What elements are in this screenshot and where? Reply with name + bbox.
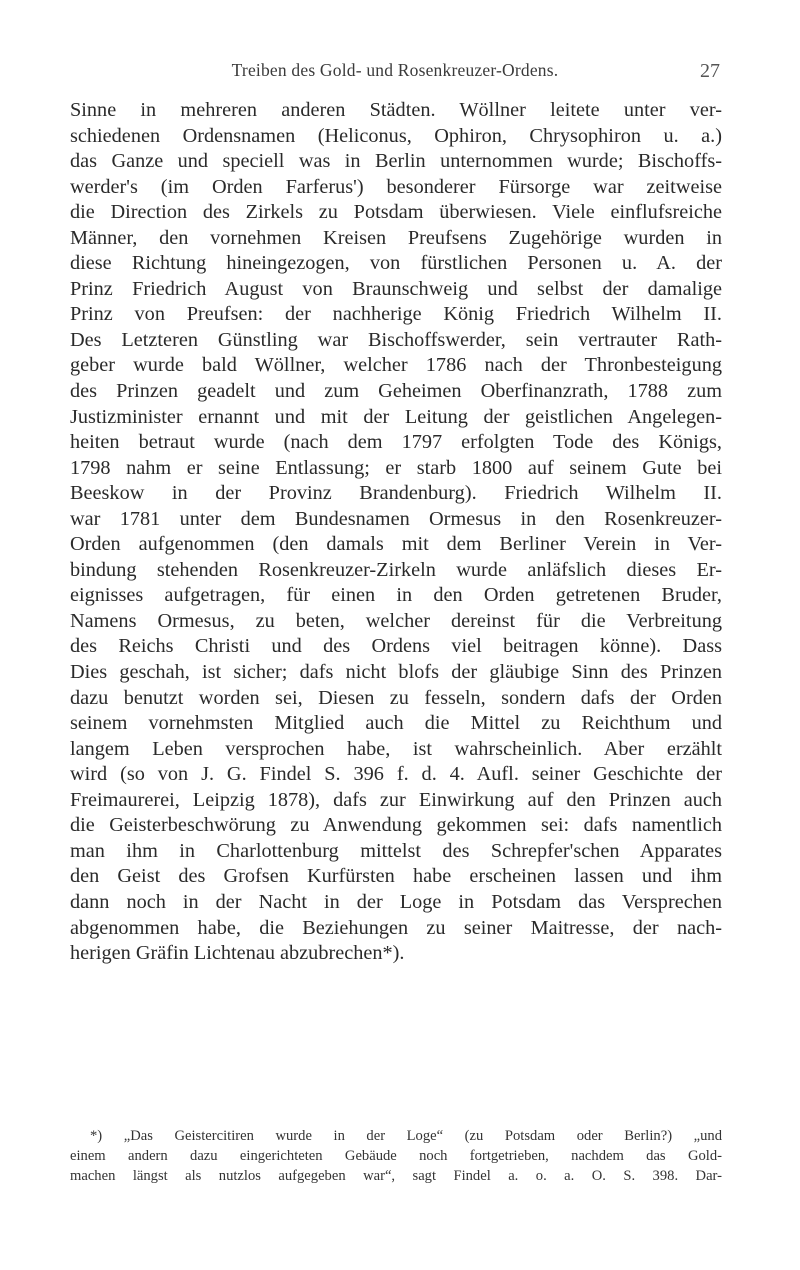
footnote-line: *) „Das Geistercitiren wurde in der Loge“ (zu Potsdam oder Berlin?) „und [90,1128,722,1144]
running-title: Treiben des Gold- und Rosenkreuzer-Ordens. [231,60,559,80]
body-text-line: werder's (im Orden Farferus') besonderer Fürsorge war zeitweise [70,175,722,198]
body-text-line: die Direction des Zirkels zu Potsdam überwiesen. Viele einflufsreiche [70,201,722,224]
body-text-line: das Ganze und speciell was in Berlin unternommen wurde; Bischoffs- [70,150,722,173]
body-text-line: dann noch in der Nacht in der Loge in Potsdam das Versprechen [70,890,722,913]
body-text-line: diese Richtung hineingezogen, von fürstlichen Personen u. A. der [70,252,722,275]
body-text-line: 1798 nahm er seine Entlassung; er starb 1800 auf seinem Gute bei [70,456,722,479]
body-text-line: die Geisterbeschwörung zu Anwendung gekommen sei: dafs namentlich [70,814,722,837]
body-text-line: Sinne in mehreren anderen Städten. Wöllner leitete unter ver- [70,99,722,121]
body-text-line: man ihm in Charlottenburg mittelst des Schrepfer'schen Apparates [70,839,722,862]
footnote-line: einem andern dazu eingerichteten Gebäude noch fortgetrieben, nachdem das Gold- [70,1148,722,1164]
body-text [70,98,722,967]
body-text-line: des Reichs Christi und des Ordens viel beitragen könne). Dass [70,635,722,658]
body-text-line: seinem vornehmsten Mitglied auch die Mittel zu Reichthum und [70,712,722,735]
running-header [70,60,720,90]
body-text-line: eignisses aufgetragen, für einen in den Orden getretenen Bruder, [70,584,722,607]
body-text-line: Beeskow in der Provinz Brandenburg). Friedrich Wilhelm II. [70,482,722,505]
body-text-line: des Prinzen geadelt und zum Geheimen Oberfinanzrath, 1788 zum [70,380,722,403]
body-text-line: Dies geschah, ist sicher; dafs nicht blofs der gläubige Sinn des Prinzen [70,661,722,684]
body-text-line: wird (so von J. G. Findel S. 396 f. d. 4. Aufl. seiner Geschichte der [70,763,722,786]
body-text-line: heiten betraut wurde (nach dem 1797 erfolgten Tode des Königs, [70,431,722,454]
body-text-line: herigen Gräfin Lichtenau abzubrechen*). [70,942,405,965]
body-text-line: Justizminister ernannt und mit der Leitung der geistlichen Angelegen- [70,405,722,428]
body-text-line: Des Letzteren Günstling war Bischoffswerder, sein vertrauter Rath- [70,328,722,351]
body-text-line: den Geist des Grofsen Kurfürsten habe erscheinen lassen und ihm [70,865,722,888]
body-text-line: war 1781 unter dem Bundesnamen Ormesus in den Rosenkreuzer- [70,507,722,530]
footnote-line: machen längst als nutzlos aufgegeben war“, sagt Findel a. o. a. O. S. 398. Dar- [70,1168,722,1184]
body-text-line: Orden aufgenommen (den damals mit dem Berliner Verein in Ver- [70,533,722,556]
body-text-line: abgenommen habe, die Beziehungen zu seiner Maitresse, der nach- [70,916,722,939]
body-text-line: schiedenen Ordensnamen (Heliconus, Ophiron, Chrysophiron u. a.) [70,124,722,147]
body-text-line: Freimaurerei, Leipzig 1878), dafs zur Einwirkung auf den Prinzen auch [70,788,722,811]
body-text-line: Prinz Friedrich August von Braunschweig und selbst der damalige [70,277,722,300]
body-text-line: langem Leben versprochen habe, ist wahrscheinlich. Aber erzählt [70,737,722,760]
body-text-line: bindung stehenden Rosenkreuzer-Zirkeln wurde anläfslich dieses Er- [70,558,722,581]
body-text-line: Prinz von Preufsen: der nachherige König Friedrich Wilhelm II. [70,303,722,326]
body-text-line: Namens Ormesus, zu beten, welcher dereinst für die Verbreitung [70,609,722,632]
body-text-line: dazu benutzt worden sei, Diesen zu fesseln, sondern dafs der Orden [70,686,722,709]
body-text-line: geber wurde bald Wöllner, welcher 1786 nach der Thronbesteigung [70,354,722,377]
footnote [70,1126,722,1186]
page-number: 27 [700,60,720,82]
body-text-line: Männer, den vornehmen Kreisen Preufsens Zugehörige wurden in [70,226,722,249]
